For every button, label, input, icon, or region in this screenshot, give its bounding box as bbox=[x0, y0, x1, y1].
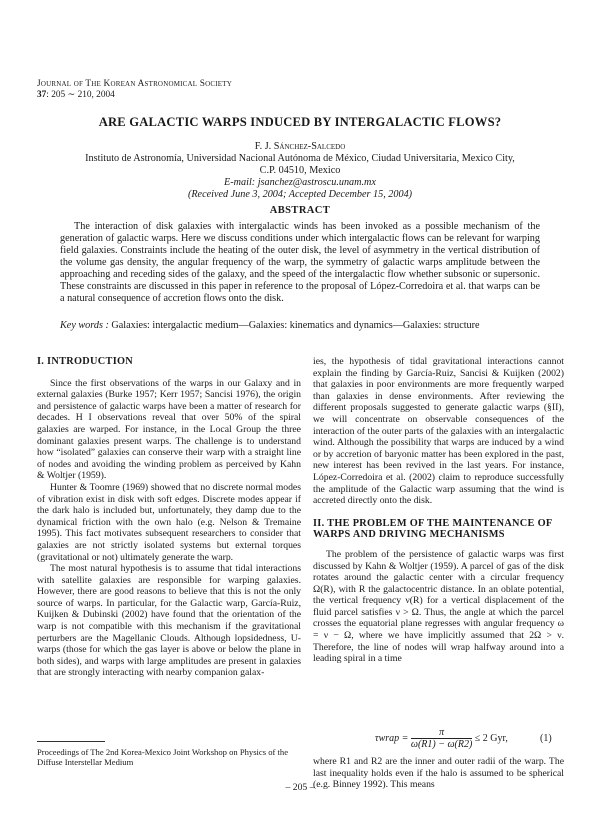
equation-1 bbox=[375, 727, 508, 750]
footnote: Proceedings of The 2nd Korea-Mexico Joint Workshop on Physics of the Diffuse Interstellar Medium bbox=[37, 747, 289, 768]
received-dates: (Received June 3, 2004; Accepted December 15, 2004) bbox=[187, 189, 413, 200]
intro-paragraph-2: Hunter & Toomre (1969) showed that no discrete normal modes of vibration exist in disk with soft edges. Discrete modes appear if the dark halo is included but, unfortunately, they damp due to the dynamical friction with the own halo (e.g. Nelson & Tremaine 1995). This fact motivates subsequent researchers to consider that galaxies are not strictly isolated systems but external torques (gravitational or not) ultimately generate the warp. bbox=[37, 481, 301, 563]
keywords-list: Galaxies: intergalactic medium—Galaxies: kinematics and dynamics—Galaxies: structure bbox=[111, 320, 480, 331]
section-1-heading: I. INTRODUCTION bbox=[37, 356, 134, 367]
footnote-rule bbox=[37, 741, 105, 742]
section-2-paragraph: The problem of the persistence of galactic warps was first discussed by Kahn & Woltjer (1959). A parcel of gas of the disk rotates around the galactic center with a circular frequency Ω(R), with R the galactocentric distance. In an oblate potential, the vertical frequency ν(R) for a vertical displacement of the fluid parcel satisfies ν > Ω. Thus, the angle at which the parcel crosses the equatorial plane regresses with angular frequency ω = ν − Ω, where we have implicitly assumed that 2Ω > ν. Therefore, the line of nodes will wrap halfway around into a leading spiral in a time bbox=[313, 548, 564, 665]
equation-rhs: ≤ 2 Gyr, bbox=[474, 732, 508, 744]
equation-numerator: π bbox=[411, 727, 472, 739]
abstract-text: The interaction of disk galaxies with intergalactic winds has been invoked as a possible mechanism of the generation of galactic warps. Here we discuss conditions under which intergalactic flows can be relevant for warping field galaxies. Constraints include the heating of the outer disk, the level of asymmetry in the vertical distribution of the volume gas density, the angular frequency of the warp, the symmetry of galactic warps amplitude between the approaching and receding sides of the galaxy, and the speed of the intergalactic flow whether subsonic or supersonic. These constraints are discussed in this paper in reference to the proposal of López-Corredoira et al. that warps can be a natural consequence of accretion flows onto the disk. bbox=[60, 221, 540, 304]
right-paragraph-3: where R1 and R2 are the inner and outer radii of the warp. The last inequality holds even if the halo is assumed to be spherical (e.g. Binney 1992). This means bbox=[313, 756, 564, 791]
equation-fraction bbox=[411, 727, 472, 750]
left-column bbox=[37, 356, 301, 679]
right-column bbox=[313, 356, 564, 665]
section-2-heading: II. THE PROBLEM OF THE MAINTENANCE OF WARPS AND DRIVING MECHANISMS bbox=[313, 517, 553, 541]
equation-label: (1) bbox=[540, 733, 552, 744]
affiliation: Instituto de Astronomía, Universidad Nacional Autónoma de México, Ciudad Universitaria, Mexico City, bbox=[85, 153, 515, 164]
volume-number: 37 bbox=[37, 90, 47, 100]
keywords bbox=[60, 320, 540, 331]
abstract-heading: ABSTRACT bbox=[269, 205, 331, 216]
page-number: – 205 – bbox=[285, 782, 315, 793]
author: F. J. Sánchez-Salcedo bbox=[254, 141, 346, 152]
affiliation-city: C.P. 04510, Mexico bbox=[259, 165, 341, 176]
right-paragraph-1: ies, the hypothesis of tidal gravitational interactions cannot explain the finding by García-Ruiz, Sancisi & Kuijken (2002) that galaxies in poor environments are more frequently warped than galaxies in dense environments. After reviewing the different proposals suggested to generate galactic warps (§II), we will concentrate on observable consequences of the interaction of the outer parts of the galaxies with an intergalactic wind. Although the possibility that warps are induced by a wind or by accretion of baryonic matter has been explored in the past, new interest has been revived in the last years. For instance, López-Corredoira et al. (2002) claim to reproduce successfully the amplitude of the Galactic warp assuming that the wind is accreted directly onto the disk. bbox=[313, 356, 564, 507]
intro-paragraph-3: The most natural hypothesis is to assume that tidal interactions with satellite galaxies are responsible for warping galaxies. However, there are good reasons to believe that this is not the only source of warps. In particular, for the Galactic warp, García-Ruiz, Kuijken & Dubinski (2002) have found that the orientation of the warp is not compatible with this mechanism if the gravitational perturbers are the Magellanic Clouds. Although lopsidedness, U-warps (those for which the gas layer is above or below the plane in both sides), and warps with large amplitudes are present in galaxies that are strongly interacting with nearby companion galax- bbox=[37, 563, 301, 679]
equation-lhs: τwrap = bbox=[375, 732, 409, 744]
journal-volume bbox=[37, 90, 115, 101]
intro-paragraph-1: Since the first observations of the warps in our Galaxy and in external galaxies (Burke 1957; Kerr 1957; Sancisi 1976), the origin and persistence of galactic warps have been a matter of research for decades. H I observations reveal that over 50% of the spiral galaxies are warped. For instance, in the Local Group the three dominant galaxies present warps. The challenge is to understand how “isolated” galaxies can conserve their warp with a straight line of nodes and avoiding the winding problem as perceived by Kahn & Woltjer (1959). bbox=[37, 377, 301, 482]
paper-title: ARE GALACTIC WARPS INDUCED BY INTERGALACTIC FLOWS? bbox=[98, 115, 502, 129]
keywords-label: Key words : bbox=[60, 320, 109, 331]
volume-pages: : 205 ∼ 210, 2004 bbox=[46, 90, 115, 100]
equation-denominator: ω(R1) − ω(R2) bbox=[410, 739, 473, 750]
journal-name: Journal of The Korean Astronomical Society bbox=[37, 79, 233, 89]
author-email: E-mail: jsanchez@astroscu.unam.mx bbox=[224, 177, 376, 188]
